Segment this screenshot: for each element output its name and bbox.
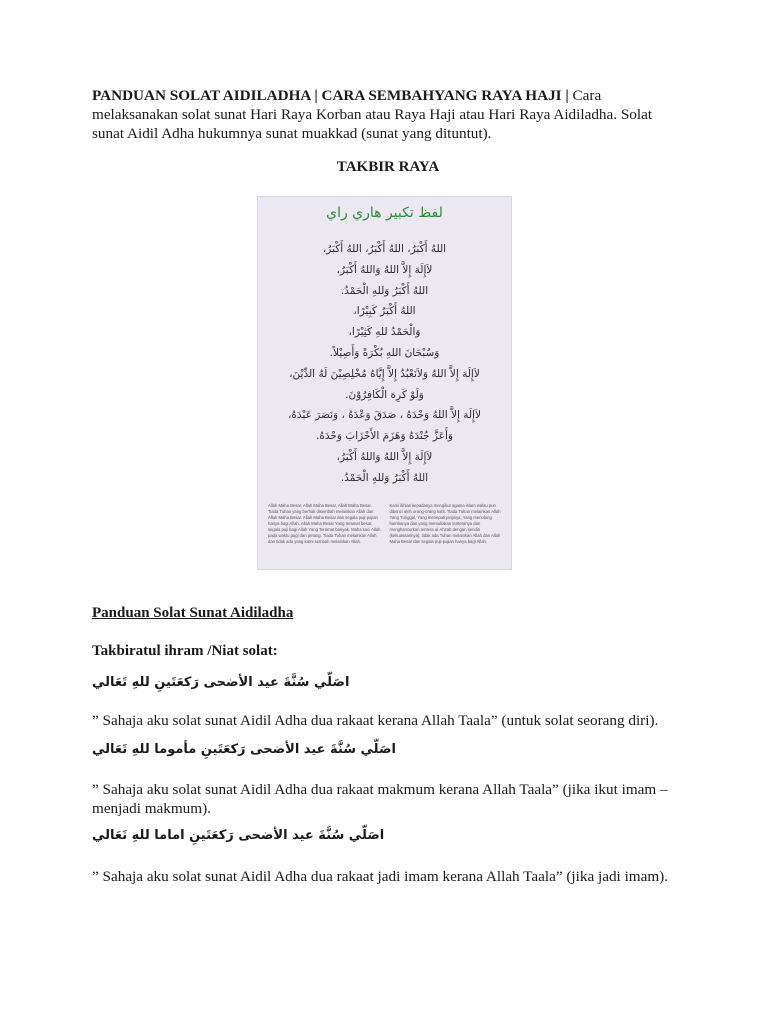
takbir-line: اللهُ أَكْبَرُ كَبِيْرًا، [353,305,416,318]
takbir-line: لاَإِلَهَ إِلاَّ اللهُ وَاللهُ أَكْبَرُ، [336,263,433,276]
takbir-line: وَأَعَزَّ جُنْدَهُ وَهَزَمَ الأَحْزَابَ وَحْدَهُ. [316,430,453,443]
niat-arabic-1: اصَلّي سُنَّةَ عيد الأضحى رَكعَتَينِ للهِ تَعَالي [92,675,350,690]
takbir-line: لاَإِلَهَ إِلاَّ اللهُ وَلاَنَعْبُدُ إِلاَّ إِيَّاهُ مُخْلِصِيْنَ لَهُ الدِّيْنَ، [289,367,480,380]
niat-heading: Takbiratul ihram /Niat solat: [92,643,278,659]
niat-text-2: ” Sahaja aku solat sunat Aidil Adha dua rakaat makmum kerana Allah Taala” (jika ikut imam – menjadi makmum). [92,781,668,817]
takbir-arabic-text [268,239,501,489]
takbir-heading: TAKBIR RAYA [336,159,440,175]
takbir-line: اللهُ أَكْبَرُ وَللهِ الْحَمْدُ. [340,471,429,484]
takbir-line: لاَإِلَهَ إِلاَّ اللهُ وَاللهُ أَكْبَرُ، [336,450,433,463]
takbir-line: اللهُ أَكْبَرُ، اللهُ أَكْبَرُ، اللهُ أَكْبَرُ، [322,243,447,255]
document-page [92,86,684,885]
takbir-card-title: لفظ تكبير هاري راي [326,205,443,221]
takbir-line: اللهُ أَكْبَرُ وَللهِ الْحَمْدُ. [340,284,429,297]
niat-text-1: ” Sahaja aku solat sunat Aidil Adha dua rakaat kerana Allah Taala” (untuk solat seorang diri). [92,712,659,729]
intro-body: Cara melaksanakan solat sunat Hari Raya Korban atau Raya Haji atau Hari Raya Aidiladha. Solat sunat Aidil Adha hukumnya sunat muakkad (sunat yang dituntut). [92,87,653,142]
intro-title: PANDUAN SOLAT AIDILADHA | CARA SEMBAHYANG RAYA HAJI | [92,87,569,104]
takbir-line: وَلَوْ كَرِهَ الْكَافِرُوْنَ. [345,388,424,401]
niat-text-3: ” Sahaja aku solat sunat Aidil Adha dua rakaat jadi imam kerana Allah Taala” (jika jadi imam). [92,868,669,885]
takbir-line: وَالْحَمْدُ للهِ كَثِيْرًا، [348,326,421,339]
takbir-translation [268,503,503,545]
section-heading: Panduan Solat Sunat Aidiladha [92,605,294,621]
takbir-image [257,196,512,570]
takbir-line: لاَإِلَهَ إِلاَّ اللهُ وَحْدَهُ ، صَدَقَ وَعْدَهُ ، وَنَصَرَ عَبْدَهُ، [288,409,481,422]
intro-paragraph [92,86,684,143]
niat-arabic-2: اصَلّي سُنَّةَ عيد الأضحى رَكعَتَينِ مأموما للهِ تَعَالي [92,742,397,757]
translation-right: Kami ikhlas kepadanya mengikut agama islam walau pun dibenci oleh orang-orang kafir. Tiada Tuhan melainkan Allah Yang Tunggal, Yang menepati janjinya, Yang menolong hambanya dan yang memuliakan tenteranya dan menghancurkan tentera al-Ahzab dengan sendiri (kekuasaannya), tidak ada Tuhan melainkan Allah dan Allah Maha Besar dan segala puji-pujian hanya bagi Allah. [389,503,501,544]
takbir-line: وَسُبْحَانَ اللهِ بُكْرَةً وَأَصِيْلاً. [329,346,440,359]
translation-left: Allah Maha Besar, Allah Maha Besar, Allah Maha Besar. Tiada Tuhan yang berhak disembah melainkan Allah dan Allah Maha Besar. Allah Maha Besar dan segala puji-pujian hanya bagi Allah. Allah Maha Besar Yang teramat besar, segala puji bagi Allah Yang Teramat banyak. Maha suci Allah pada waktu pagi dan petang. Tiada Tuhan melainkan Allah dan tidak ada yang kami sembah melainkan Allah. [268,503,381,544]
niat-arabic-3: اصَلّي سُنَّةَ عيد الأضحى رَكعَتَينِ اماما للهِ تَعَالي [92,828,385,843]
